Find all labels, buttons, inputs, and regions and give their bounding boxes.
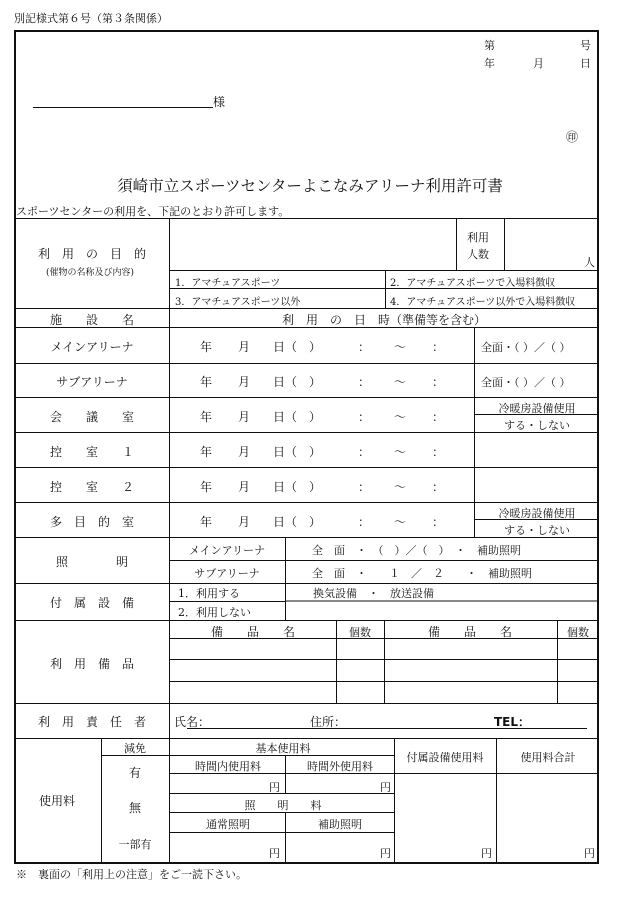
rule bbox=[169, 703, 170, 738]
yen-mark: 円 bbox=[380, 781, 391, 794]
people-label-2: 人数 bbox=[467, 248, 489, 261]
fee-label: 使用料 bbox=[38, 794, 76, 808]
dt-day: 日（ ） bbox=[273, 410, 322, 424]
people-unit: 人 bbox=[584, 256, 595, 269]
purpose-option-4: 4．アマチュアスポーツ以外で入場料徴収 bbox=[390, 297, 576, 308]
yen-mark: 円 bbox=[380, 847, 391, 860]
yen-mark: 円 bbox=[269, 781, 280, 794]
responsible-address: 住所： bbox=[310, 715, 347, 729]
dt-day: 日（ ） bbox=[273, 515, 322, 529]
equipment-label: 付 属 設 備 bbox=[49, 596, 135, 610]
rule bbox=[169, 620, 170, 703]
dt-wave: ～ bbox=[394, 515, 407, 529]
rule bbox=[101, 738, 102, 864]
dt-colon: ： bbox=[358, 515, 371, 529]
dt-day: 日（ ） bbox=[273, 480, 322, 494]
rule bbox=[14, 502, 599, 503]
dt-colon: ： bbox=[358, 375, 371, 389]
dt-wave: ～ bbox=[394, 480, 407, 494]
yen-mark: 円 bbox=[481, 847, 492, 860]
footer-note: ※ 裏面の「利用上の注意」をご一読下さい。 bbox=[16, 868, 247, 881]
dt-year: 年 bbox=[200, 445, 213, 459]
rule bbox=[169, 659, 599, 660]
people-label-1: 利用 bbox=[467, 231, 489, 244]
rule bbox=[14, 703, 599, 704]
facility-extra-multi-2: する・しない bbox=[504, 524, 570, 537]
dt-colon: ： bbox=[432, 480, 445, 494]
facility-extra-sub: 全面・（ ）／（ ） bbox=[481, 376, 571, 389]
dt-month: 月 bbox=[238, 340, 251, 354]
lighting-sub-value: 全 面 ・ １ ／ ２ ・ 補助照明 bbox=[312, 567, 532, 580]
dt-day: 日（ ） bbox=[273, 375, 322, 389]
dt-wave: ～ bbox=[394, 445, 407, 459]
facility-extra-meeting-1: 冷暖房設備使用 bbox=[498, 402, 576, 415]
fee-opt-yes: 有 bbox=[128, 766, 142, 780]
fee-aux-light: 補助照明 bbox=[318, 818, 362, 831]
date-day: 日 bbox=[580, 57, 591, 70]
dt-day: 日（ ） bbox=[273, 340, 322, 354]
date-month: 月 bbox=[533, 57, 544, 70]
equipment-nouse: 2．利用しない bbox=[178, 606, 251, 619]
fee-total: 使用料合計 bbox=[520, 751, 576, 764]
dt-colon: ： bbox=[432, 375, 445, 389]
fee-opt-no: 無 bbox=[128, 801, 142, 815]
dt-colon: ： bbox=[358, 340, 371, 354]
fee-out-hours: 時間外使用料 bbox=[307, 760, 373, 773]
dt-colon: ： bbox=[432, 515, 445, 529]
dt-colon: ： bbox=[432, 445, 445, 459]
dt-colon: ： bbox=[432, 340, 445, 354]
purpose-option-3: 3．アマチュアスポーツ以外 bbox=[175, 297, 301, 308]
facility-extra-meeting-2: する・しない bbox=[504, 419, 570, 432]
rule bbox=[504, 218, 505, 270]
seal-mark: ㊞ bbox=[566, 130, 579, 144]
rule bbox=[336, 620, 337, 703]
rule bbox=[14, 308, 599, 309]
form-label: 別記様式第６号（第３条関係） bbox=[14, 12, 168, 25]
dt-wave: ～ bbox=[394, 340, 407, 354]
lighting-main-label: メインアリーナ bbox=[188, 544, 266, 557]
dt-year: 年 bbox=[200, 375, 213, 389]
rule bbox=[169, 793, 394, 794]
dt-year: 年 bbox=[200, 515, 213, 529]
fee-lighting: 照 明 料 bbox=[244, 799, 322, 812]
dt-month: 月 bbox=[238, 445, 251, 459]
fixtures-col-count-1: 個数 bbox=[349, 626, 371, 639]
dt-month: 月 bbox=[238, 515, 251, 529]
dt-wave: ～ bbox=[394, 375, 407, 389]
fee-in-hours: 時間内使用料 bbox=[195, 760, 261, 773]
dt-wave: ～ bbox=[394, 410, 407, 424]
responsible-label: 利 用 責 任 者 bbox=[37, 715, 147, 729]
fixtures-label: 利 用 備 品 bbox=[49, 657, 135, 671]
rule bbox=[384, 620, 385, 703]
rule bbox=[169, 738, 170, 864]
dt-year: 年 bbox=[200, 480, 213, 494]
facility-name-meeting: 会 議 室 bbox=[49, 410, 135, 424]
facility-name-room2: 控 室 ２ bbox=[49, 480, 135, 494]
rule bbox=[169, 270, 599, 271]
fixtures-col-name-2: 備 品 名 bbox=[427, 625, 513, 639]
rule bbox=[285, 812, 286, 864]
dt-month: 月 bbox=[238, 480, 251, 494]
facility-extra-main: 全面・（ ）／（ ） bbox=[481, 341, 571, 354]
rule bbox=[394, 738, 395, 864]
fixtures-col-count-2: 個数 bbox=[567, 626, 589, 639]
lighting-label: 照 明 bbox=[55, 555, 129, 569]
fee-basic: 基本使用料 bbox=[255, 742, 311, 755]
responsible-tel: TEL： bbox=[494, 715, 531, 729]
rule bbox=[169, 537, 170, 620]
rule bbox=[14, 397, 599, 398]
responsible-name: 氏名： bbox=[174, 715, 211, 729]
fee-normal-light: 通常照明 bbox=[206, 818, 250, 831]
dt-month: 月 bbox=[238, 375, 251, 389]
fee-opt-partial: 一部有 bbox=[118, 838, 152, 851]
rule bbox=[14, 620, 599, 621]
document-title: 須崎市立スポーツセンターよこなみアリーナ利用許可書 bbox=[117, 177, 503, 195]
addressee-line bbox=[33, 107, 213, 108]
rule bbox=[285, 755, 286, 793]
facility-extra-multi-1: 冷暖房設備使用 bbox=[498, 507, 576, 520]
fee-equipment: 付属設備使用料 bbox=[406, 751, 484, 764]
yen-mark: 円 bbox=[269, 847, 280, 860]
number-label-2: 号 bbox=[580, 39, 591, 52]
rule bbox=[14, 218, 599, 219]
purpose-option-1: 1．アマチュアスポーツ bbox=[175, 278, 281, 289]
number-label-1: 第 bbox=[484, 39, 495, 52]
facility-header-datetime: 利 用 の 日 時（準備等を含む） bbox=[281, 313, 487, 327]
rule bbox=[496, 738, 497, 864]
rule bbox=[14, 363, 599, 364]
dt-day: 日（ ） bbox=[273, 445, 322, 459]
rule bbox=[557, 620, 558, 703]
dt-colon: ： bbox=[432, 410, 445, 424]
lighting-sub-label: サブアリーナ bbox=[194, 567, 260, 580]
dt-colon: ： bbox=[358, 410, 371, 424]
addressee-suffix: 様 bbox=[213, 95, 226, 109]
fixtures-col-name-1: 備 品 名 bbox=[210, 625, 296, 639]
facility-name-sub: サブアリーナ bbox=[56, 375, 128, 389]
rule bbox=[169, 218, 170, 308]
lighting-main-value: 全 面 ・ （ ）／（ ） ・ 補助照明 bbox=[312, 544, 521, 557]
rule bbox=[456, 218, 457, 270]
facility-name-multi: 多 目 的 室 bbox=[49, 515, 135, 529]
purpose-option-2: 2．アマチュアスポーツで入場料徴収 bbox=[390, 278, 556, 289]
rule bbox=[14, 467, 599, 468]
equipment-items: 換気設備 ・ 放送設備 bbox=[313, 587, 434, 600]
rule bbox=[169, 560, 599, 561]
intro-text: スポーツセンターの利用を、下記のとおり許可します。 bbox=[16, 205, 290, 218]
rule bbox=[169, 601, 285, 602]
yen-mark: 円 bbox=[584, 847, 595, 860]
fee-exemption: 減免 bbox=[124, 742, 146, 755]
rule bbox=[169, 832, 394, 833]
dt-year: 年 bbox=[200, 340, 213, 354]
dt-colon: ： bbox=[358, 445, 371, 459]
dt-colon: ： bbox=[358, 480, 371, 494]
rule bbox=[169, 681, 599, 682]
facility-name-room1: 控 室 １ bbox=[49, 445, 135, 459]
date-year: 年 bbox=[484, 57, 495, 70]
dt-year: 年 bbox=[200, 410, 213, 424]
rule bbox=[385, 270, 386, 308]
dt-month: 月 bbox=[238, 410, 251, 424]
facility-header-name: 施 設 名 bbox=[49, 313, 135, 327]
facility-name-main: メインアリーナ bbox=[50, 340, 134, 354]
equipment-use: 1．利用する bbox=[178, 587, 240, 600]
purpose-sublabel: (催物の名称及び内容) bbox=[45, 268, 135, 278]
purpose-label: 利 用 の 目 的 bbox=[37, 247, 147, 261]
